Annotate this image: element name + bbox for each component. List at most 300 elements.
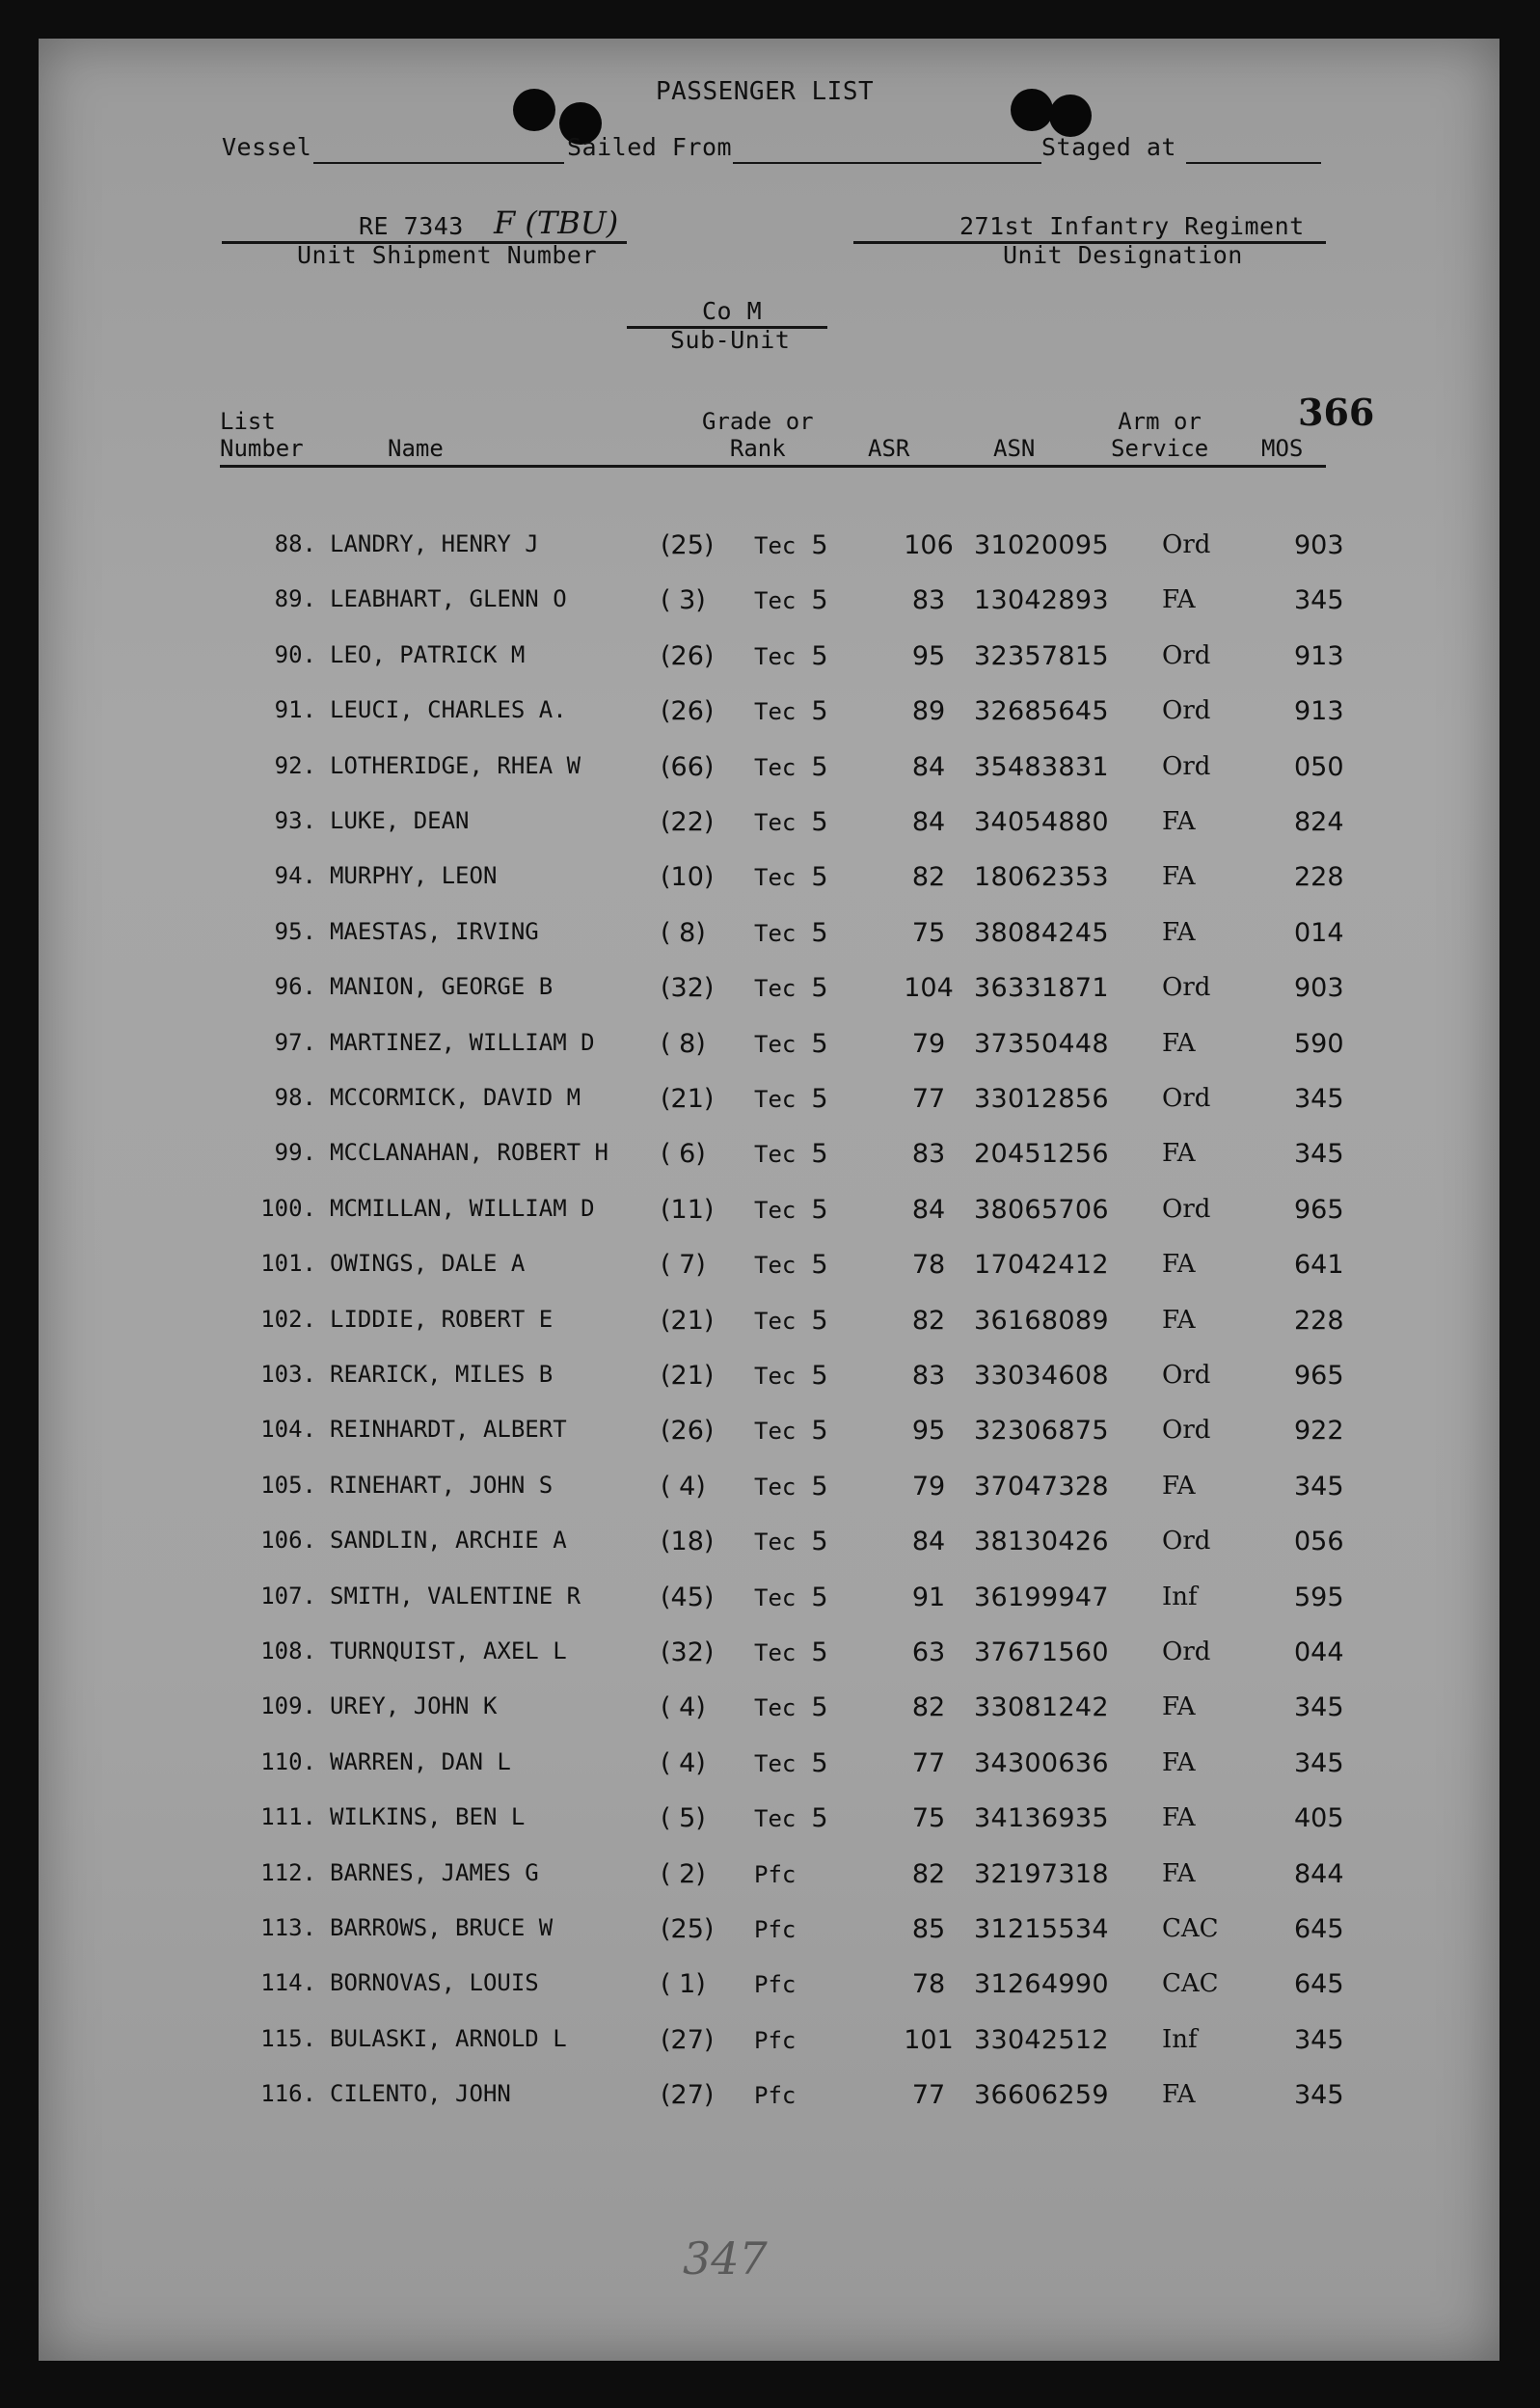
grade-rank — [754, 1250, 828, 1280]
asn-value: 36331871 — [974, 973, 1109, 1004]
asn-value: 32197318 — [974, 1858, 1109, 1889]
grade-rank-text: Tec — [754, 698, 797, 726]
col-header-name: Name — [388, 435, 444, 462]
asr-value: 82 — [911, 1858, 946, 1889]
group-code: (27) — [661, 2024, 715, 2055]
list-number: 102. — [260, 1305, 316, 1333]
column-header-line — [220, 465, 1326, 468]
asr-value: 95 — [911, 1416, 946, 1447]
punch-hole-left-1 — [513, 89, 555, 131]
arm-or-service: FA — [1162, 1139, 1196, 1169]
grade-rank — [754, 807, 828, 837]
asn-value: 34054880 — [974, 807, 1109, 837]
table-row — [39, 2080, 1499, 2119]
asn-value: 32357815 — [974, 640, 1109, 671]
arm-or-service: Ord — [1162, 696, 1211, 726]
asn-value: 36606259 — [974, 2080, 1109, 2111]
passenger-name: MAESTAS, IRVING — [330, 917, 539, 945]
unit-shipment-handwritten: F (TBU) — [494, 204, 619, 241]
asr-value: 84 — [911, 807, 946, 837]
vessel-line — [313, 162, 564, 164]
mos-value: 922 — [1294, 1416, 1344, 1447]
arm-or-service: Ord — [1162, 973, 1211, 1003]
group-code: ( 4) — [661, 1692, 706, 1723]
grade-rank — [754, 641, 828, 671]
asn-value: 34300636 — [974, 1747, 1109, 1778]
grade-rank-number: 5 — [811, 1194, 828, 1225]
asr-value: 84 — [911, 1527, 946, 1557]
arm-or-service: Ord — [1162, 751, 1211, 781]
list-number: 113. — [260, 1914, 316, 1941]
grade-rank-number: 5 — [811, 1250, 828, 1281]
list-number: 104. — [260, 1416, 316, 1444]
list-number: 98. — [274, 1084, 316, 1111]
table-row — [39, 1416, 1499, 1454]
asn-value: 37671560 — [974, 1637, 1109, 1667]
group-code: (32) — [661, 973, 715, 1004]
asr-value: 75 — [911, 917, 946, 948]
grade-rank-number: 5 — [811, 1582, 828, 1612]
asr-value: 79 — [911, 1471, 946, 1502]
asn-value: 13042893 — [974, 585, 1109, 616]
table-row — [39, 1306, 1499, 1344]
mos-value: 965 — [1294, 1361, 1344, 1391]
col-header-asn: ASN — [993, 435, 1036, 462]
table-row — [39, 1637, 1499, 1676]
passenger-name: MCCORMICK, DAVID M — [330, 1084, 581, 1111]
group-code: (25) — [661, 1914, 715, 1944]
table-row — [39, 1029, 1499, 1068]
table-row — [39, 862, 1499, 901]
asr-value: 79 — [911, 1028, 946, 1059]
arm-or-service: FA — [1162, 1803, 1196, 1833]
list-number: 110. — [260, 1747, 316, 1775]
grade-rank — [754, 696, 828, 726]
group-code: (21) — [661, 1305, 715, 1336]
table-row — [39, 1969, 1499, 2008]
mos-value: 050 — [1294, 751, 1344, 782]
asn-value: 33034608 — [974, 1361, 1109, 1391]
passenger-name: MURPHY, LEON — [330, 862, 498, 890]
table-row — [39, 752, 1499, 791]
mos-value: 014 — [1294, 917, 1344, 948]
arm-or-service: CAC — [1162, 1969, 1219, 1999]
list-number: 101. — [260, 1250, 316, 1278]
asn-value: 20451256 — [974, 1139, 1109, 1170]
grade-rank — [754, 585, 828, 615]
passenger-name: WILKINS, BEN L — [330, 1803, 526, 1831]
passenger-name: REARICK, MILES B — [330, 1361, 554, 1388]
table-row — [39, 1472, 1499, 1510]
mos-value: 228 — [1294, 1305, 1344, 1336]
grade-rank — [754, 918, 828, 948]
grade-rank-text: Tec — [754, 975, 797, 1003]
grade-rank-text: Tec — [754, 587, 797, 615]
mos-value: 903 — [1294, 530, 1344, 560]
unit-designation: 271st Infantry Regiment — [959, 212, 1305, 240]
grade-rank-number: 5 — [811, 807, 828, 837]
mos-value: 965 — [1294, 1194, 1344, 1225]
grade-rank — [754, 1692, 828, 1722]
passenger-name: LIDDIE, ROBERT E — [330, 1305, 554, 1333]
table-row — [39, 1692, 1499, 1731]
list-number: 96. — [274, 973, 316, 1001]
group-code: ( 7) — [661, 1250, 706, 1281]
group-code: ( 4) — [661, 1747, 706, 1778]
list-number: 94. — [274, 862, 316, 890]
passenger-name: CILENTO, JOHN — [330, 2080, 511, 2108]
arm-or-service: FA — [1162, 862, 1196, 892]
col-header-arm-line1: Arm or — [1118, 408, 1202, 435]
group-code: (26) — [661, 696, 715, 727]
grade-rank-text: Tec — [754, 1473, 797, 1501]
asn-value: 31264990 — [974, 1969, 1109, 2000]
grade-rank-text: Pfc — [754, 2082, 797, 2110]
footer-handwritten-number: 347 — [683, 2232, 768, 2285]
asr-value: 89 — [911, 696, 946, 727]
sailed-from-label: Sailed From — [567, 133, 733, 161]
asr-value: 78 — [911, 1969, 946, 2000]
passenger-name: LANDRY, HENRY J — [330, 530, 539, 557]
arm-or-service: FA — [1162, 1858, 1196, 1888]
asn-value: 37350448 — [974, 1028, 1109, 1059]
grade-rank-number: 5 — [811, 1527, 828, 1557]
grade-rank-number: 5 — [811, 973, 828, 1004]
group-code: ( 1) — [661, 1969, 706, 2000]
arm-or-service: FA — [1162, 1250, 1196, 1280]
asn-value: 36168089 — [974, 1305, 1109, 1336]
passenger-name: BORNOVAS, LOUIS — [330, 1969, 539, 1997]
table-row — [39, 1195, 1499, 1233]
group-code: (26) — [661, 1416, 715, 1447]
grade-rank-text: Tec — [754, 1694, 797, 1722]
passenger-name: MCCLANAHAN, ROBERT H — [330, 1139, 608, 1167]
arm-or-service: Inf — [1162, 2024, 1198, 2054]
grade-rank — [754, 973, 828, 1003]
mos-value: 844 — [1294, 1858, 1344, 1889]
grade-rank-number: 5 — [811, 1637, 828, 1667]
list-number: 89. — [274, 585, 316, 613]
passenger-name: TURNQUIST, AXEL L — [330, 1637, 567, 1664]
group-code: (45) — [661, 1582, 715, 1612]
table-row — [39, 1748, 1499, 1787]
arm-or-service: FA — [1162, 1747, 1196, 1777]
group-code: ( 3) — [661, 585, 706, 616]
passenger-name: LEO, PATRICK M — [330, 640, 526, 668]
sub-unit-label: Sub-Unit — [670, 326, 791, 354]
asr-value: 84 — [911, 1194, 946, 1225]
grade-rank-number: 5 — [811, 1305, 828, 1336]
punch-hole-right-1 — [1011, 89, 1053, 131]
document-title: PASSENGER LIST — [656, 77, 875, 106]
grade-rank-number: 5 — [811, 640, 828, 671]
mos-value: 913 — [1294, 640, 1344, 671]
unit-designation-label: Unit Designation — [1003, 241, 1243, 269]
mos-value: 345 — [1294, 585, 1344, 616]
grade-rank-text: Tec — [754, 642, 797, 670]
asr-value: 106 — [904, 530, 954, 560]
group-code: (66) — [661, 751, 715, 782]
mos-value: 345 — [1294, 2080, 1344, 2111]
col-header-asr: ASR — [868, 435, 910, 462]
mos-value: 645 — [1294, 1969, 1344, 2000]
col-header-list-line2: Number — [220, 435, 304, 462]
grade-rank — [754, 2080, 811, 2110]
passenger-name: BARNES, JAMES G — [330, 1858, 539, 1886]
table-row — [39, 1914, 1499, 1953]
asr-value: 84 — [911, 751, 946, 782]
mos-value: 345 — [1294, 1747, 1344, 1778]
arm-or-service: FA — [1162, 1692, 1196, 1722]
grade-rank-number: 5 — [811, 1692, 828, 1723]
list-number: 107. — [260, 1582, 316, 1610]
asr-value: 104 — [904, 973, 954, 1004]
table-row — [39, 918, 1499, 957]
table-row — [39, 1583, 1499, 1621]
list-number: 95. — [274, 917, 316, 945]
asr-value: 91 — [911, 1582, 946, 1612]
list-number: 106. — [260, 1527, 316, 1555]
arm-or-service: Ord — [1162, 530, 1211, 559]
list-number: 91. — [274, 696, 316, 724]
table-row — [39, 1361, 1499, 1399]
arm-or-service: FA — [1162, 807, 1196, 836]
grade-rank — [754, 2025, 811, 2055]
arm-or-service: Inf — [1162, 1582, 1198, 1611]
grade-rank-number: 5 — [811, 1361, 828, 1391]
passenger-name: UREY, JOHN K — [330, 1692, 498, 1720]
list-number: 100. — [260, 1194, 316, 1222]
grade-rank — [754, 1139, 828, 1169]
grade-rank — [754, 1029, 828, 1059]
grade-rank-number: 5 — [811, 1747, 828, 1778]
asn-value: 32306875 — [974, 1416, 1109, 1447]
table-row — [39, 1803, 1499, 1842]
asn-value: 18062353 — [974, 862, 1109, 893]
sub-unit: Co M — [702, 297, 763, 325]
group-code: ( 5) — [661, 1803, 706, 1834]
col-header-list-line1: List — [220, 408, 276, 435]
passenger-name: SANDLIN, ARCHIE A — [330, 1527, 567, 1555]
unit-shipment-number: RE 7343 — [359, 212, 464, 240]
asr-value: 82 — [911, 862, 946, 893]
asn-value: 17042412 — [974, 1250, 1109, 1281]
passenger-name: LOTHERIDGE, RHEA W — [330, 751, 581, 779]
asr-value: 77 — [911, 2080, 946, 2111]
arm-or-service: FA — [1162, 1471, 1196, 1501]
grade-rank — [754, 862, 828, 892]
grade-rank-text: Tec — [754, 1141, 797, 1169]
group-code: ( 6) — [661, 1139, 706, 1170]
asn-value: 34136935 — [974, 1803, 1109, 1834]
table-row — [39, 1859, 1499, 1898]
grade-rank-text: Tec — [754, 864, 797, 892]
mos-value: 913 — [1294, 696, 1344, 727]
group-code: (21) — [661, 1084, 715, 1114]
asr-value: 101 — [904, 2024, 954, 2055]
grade-rank — [754, 1803, 828, 1833]
grade-rank-text: Pfc — [754, 1860, 797, 1888]
staged-at-label: Staged at — [1041, 133, 1176, 161]
arm-or-service: Ord — [1162, 640, 1211, 670]
mos-value: 645 — [1294, 1914, 1344, 1944]
arm-or-service: Ord — [1162, 1416, 1211, 1446]
mos-value: 641 — [1294, 1250, 1344, 1281]
asn-value: 36199947 — [974, 1582, 1109, 1612]
asr-value: 95 — [911, 640, 946, 671]
col-header-mos: MOS — [1261, 435, 1304, 462]
sailed-from-line — [733, 162, 1041, 164]
passenger-name: BARROWS, BRUCE W — [330, 1914, 554, 1941]
grade-rank — [754, 1637, 828, 1667]
group-code: ( 2) — [661, 1858, 706, 1889]
grade-rank-number: 5 — [811, 917, 828, 948]
passenger-name: MARTINEZ, WILLIAM D — [330, 1028, 595, 1056]
group-code: (22) — [661, 807, 715, 837]
grade-rank-text: Tec — [754, 1529, 797, 1556]
list-number: 111. — [260, 1803, 316, 1831]
table-row — [39, 585, 1499, 624]
grade-rank — [754, 1748, 828, 1778]
grade-rank-number: 5 — [811, 696, 828, 727]
grade-rank — [754, 1914, 811, 1944]
table-row — [39, 1139, 1499, 1177]
col-header-list — [220, 408, 304, 462]
col-header-arm-line2: Service — [1111, 435, 1209, 462]
arm-or-service: FA — [1162, 1028, 1196, 1058]
asr-value: 77 — [911, 1747, 946, 1778]
table-row — [39, 973, 1499, 1012]
grade-rank-text: Tec — [754, 532, 797, 559]
asr-value: 82 — [911, 1692, 946, 1723]
list-number: 108. — [260, 1637, 316, 1664]
asn-value: 32685645 — [974, 696, 1109, 727]
grade-rank-text: Pfc — [754, 1916, 797, 1943]
mos-value: 903 — [1294, 973, 1344, 1004]
asn-value: 31215534 — [974, 1914, 1109, 1944]
group-code: (18) — [661, 1527, 715, 1557]
mos-value: 056 — [1294, 1527, 1344, 1557]
vessel-label: Vessel — [222, 133, 312, 161]
grade-rank-text: Tec — [754, 1252, 797, 1280]
grade-rank-text: Tec — [754, 1749, 797, 1777]
table-row — [39, 530, 1499, 569]
mos-value: 595 — [1294, 1582, 1344, 1612]
passenger-name: LUKE, DEAN — [330, 807, 470, 834]
group-code: ( 4) — [661, 1471, 706, 1502]
grade-rank-text: Tec — [754, 753, 797, 781]
col-header-arm — [1111, 408, 1208, 462]
asr-value: 83 — [911, 585, 946, 616]
grade-rank — [754, 1195, 828, 1225]
table-row — [39, 1527, 1499, 1565]
arm-or-service: Ord — [1162, 1361, 1211, 1390]
arm-or-service: FA — [1162, 917, 1196, 947]
group-code: (27) — [661, 2080, 715, 2111]
grade-rank-text: Tec — [754, 1639, 797, 1666]
page-number: 366 — [1298, 391, 1375, 434]
arm-or-service: Ord — [1162, 1527, 1211, 1556]
grade-rank-text: Tec — [754, 1805, 797, 1833]
passenger-name: MCMILLAN, WILLIAM D — [330, 1194, 595, 1222]
mos-value: 044 — [1294, 1637, 1344, 1667]
group-code: (32) — [661, 1637, 715, 1667]
asn-value: 37047328 — [974, 1471, 1109, 1502]
grade-rank-text: Tec — [754, 1418, 797, 1446]
asr-value: 83 — [911, 1361, 946, 1391]
mos-value: 345 — [1294, 1471, 1344, 1502]
group-code: (11) — [661, 1194, 715, 1225]
passenger-name: SMITH, VALENTINE R — [330, 1582, 581, 1610]
list-number: 99. — [274, 1139, 316, 1167]
asr-value: 83 — [911, 1139, 946, 1170]
list-number: 109. — [260, 1692, 316, 1720]
asn-value: 33012856 — [974, 1084, 1109, 1114]
arm-or-service: FA — [1162, 1305, 1196, 1335]
punch-hole-right-2 — [1049, 95, 1092, 137]
grade-rank-text: Pfc — [754, 2026, 797, 2054]
asn-value: 38084245 — [974, 917, 1109, 948]
table-row — [39, 1084, 1499, 1123]
grade-rank-number: 5 — [811, 1084, 828, 1114]
passenger-name: OWINGS, DALE A — [330, 1250, 526, 1278]
asn-value: 31020095 — [974, 530, 1109, 560]
group-code: ( 8) — [661, 1028, 706, 1059]
passenger-name: BULASKI, ARNOLD L — [330, 2024, 567, 2052]
list-number: 88. — [274, 530, 316, 557]
list-number: 105. — [260, 1471, 316, 1499]
asn-value: 33081242 — [974, 1692, 1109, 1723]
passenger-name: WARREN, DAN L — [330, 1747, 511, 1775]
arm-or-service: CAC — [1162, 1914, 1219, 1943]
grade-rank-number: 5 — [811, 751, 828, 782]
grade-rank-text: Tec — [754, 1086, 797, 1113]
grade-rank-number: 5 — [811, 1416, 828, 1447]
grade-rank — [754, 1306, 828, 1336]
grade-rank-text: Tec — [754, 1030, 797, 1058]
group-code: (21) — [661, 1361, 715, 1391]
grade-rank-number: 5 — [811, 1803, 828, 1834]
table-row — [39, 2025, 1499, 2064]
asn-value: 33042512 — [974, 2024, 1109, 2055]
asr-value: 82 — [911, 1305, 946, 1336]
grade-rank-number: 5 — [811, 1028, 828, 1059]
list-number: 92. — [274, 751, 316, 779]
arm-or-service: Ord — [1162, 1637, 1211, 1666]
grade-rank — [754, 1472, 828, 1502]
table-row — [39, 1250, 1499, 1288]
group-code: (26) — [661, 640, 715, 671]
grade-rank — [754, 1583, 828, 1612]
list-number: 103. — [260, 1361, 316, 1388]
arm-or-service: Ord — [1162, 1084, 1211, 1113]
mos-value: 228 — [1294, 862, 1344, 893]
grade-rank — [754, 1084, 828, 1114]
grade-rank-number: 5 — [811, 1139, 828, 1170]
passenger-name: REINHARDT, ALBERT — [330, 1416, 567, 1444]
grade-rank-text: Tec — [754, 1307, 797, 1335]
passenger-name: LEABHART, GLENN O — [330, 585, 567, 613]
asn-value: 38065706 — [974, 1194, 1109, 1225]
grade-rank — [754, 1527, 828, 1556]
mos-value: 405 — [1294, 1803, 1344, 1834]
list-number: 114. — [260, 1969, 316, 1997]
grade-rank-text: Tec — [754, 1196, 797, 1224]
asn-value: 35483831 — [974, 751, 1109, 782]
passenger-name: MANION, GEORGE B — [330, 973, 554, 1001]
arm-or-service: FA — [1162, 585, 1196, 615]
asr-value: 85 — [911, 1914, 946, 1944]
